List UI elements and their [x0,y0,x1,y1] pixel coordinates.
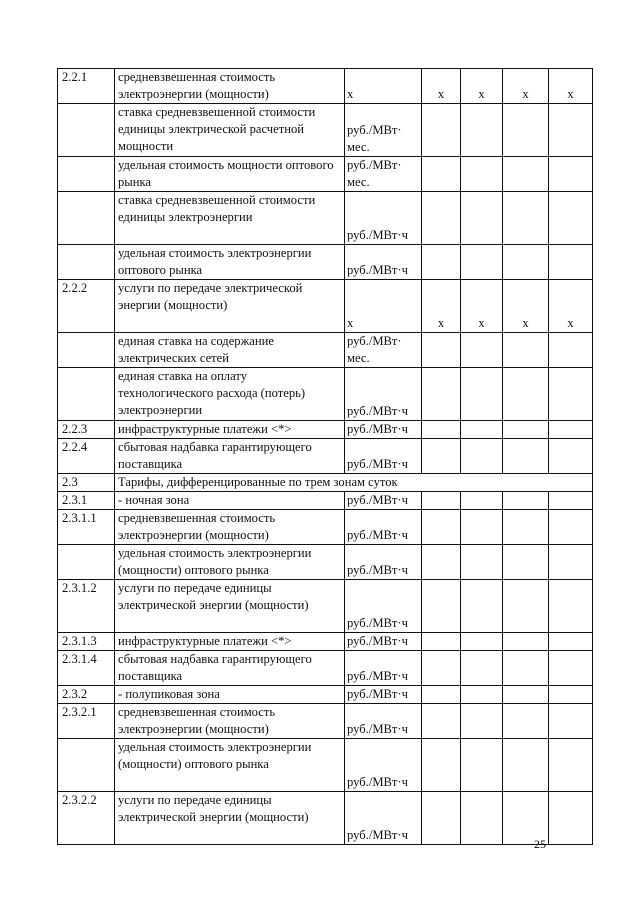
row-number: 2.2.3 [58,421,115,439]
row-number: 2.2.1 [58,69,115,104]
row-unit: руб./МВт·ч [345,421,422,439]
row-name: удельная стоимость электроэнергии (мощности) оптового рынка [115,739,345,792]
row-number: 2.3.2.1 [58,704,115,739]
row-unit: руб./МВт·ч [345,580,422,633]
value-cell [461,633,503,651]
value-cell [461,421,503,439]
value-cell [422,686,461,704]
value-cell [461,492,503,510]
value-cell [503,633,549,651]
value-cell [503,192,549,245]
table-row [58,439,593,474]
value-cell [422,704,461,739]
row-name: удельная стоимость мощности оптового рынка [115,157,345,192]
value-cell [503,739,549,792]
value-cell [503,651,549,686]
value-cell [461,704,503,739]
row-number: 2.3.1.2 [58,580,115,633]
value-cell [503,580,549,633]
row-unit: руб./МВт·ч [345,633,422,651]
row-name: сбытовая надбавка гарантирующего поставщика [115,651,345,686]
table-row [58,492,593,510]
row-unit: руб./МВт·ч [345,651,422,686]
value-cell [549,686,593,704]
value-cell: x [549,280,593,333]
table-row [58,792,593,845]
row-number: 2.3.1 [58,492,115,510]
value-cell [461,792,503,845]
value-cell [549,792,593,845]
table-row [58,704,593,739]
value-cell [503,245,549,280]
row-unit: руб./МВт·ч [345,704,422,739]
row-number [58,368,115,421]
value-cell [549,439,593,474]
value-cell [503,686,549,704]
table-row [58,686,593,704]
section-heading: Тарифы, дифференцированные по трем зонам суток [115,474,593,492]
row-name: инфраструктурные платежи <*> [115,421,345,439]
row-unit: руб./МВт·ч [345,492,422,510]
row-number: 2.3.2.2 [58,792,115,845]
value-cell [422,792,461,845]
row-name: средневзвешенная стоимость электроэнергии (мощности) [115,510,345,545]
value-cell [422,192,461,245]
row-name: единая ставка на содержание электрических сетей [115,333,345,368]
row-name: удельная стоимость электроэнергии оптового рынка [115,245,345,280]
row-number: 2.3.1.1 [58,510,115,545]
row-name: средневзвешенная стоимость электроэнергии (мощности) [115,704,345,739]
row-unit: руб./МВт·ч [345,792,422,845]
table-row [58,651,593,686]
table-row [58,368,593,421]
row-number [58,104,115,157]
row-number [58,333,115,368]
value-cell [461,686,503,704]
table-row [58,245,593,280]
value-cell [422,633,461,651]
table-row [58,739,593,792]
value-cell [503,368,549,421]
value-cell [549,104,593,157]
table-row [58,69,593,104]
row-number [58,157,115,192]
value-cell [461,104,503,157]
row-unit: руб./МВт· мес. [345,157,422,192]
row-name: ставка средневзвешенной стоимости единицы электроэнергии [115,192,345,245]
value-cell [549,492,593,510]
value-cell: x [422,280,461,333]
value-cell [461,545,503,580]
value-cell [422,104,461,157]
row-unit: руб./МВт·ч [345,545,422,580]
value-cell [549,421,593,439]
value-cell [503,492,549,510]
row-unit: руб./МВт· мес. [345,333,422,368]
value-cell [422,421,461,439]
value-cell [503,545,549,580]
row-name: - полупиковая зона [115,686,345,704]
value-cell [549,192,593,245]
value-cell [549,704,593,739]
value-cell: x [503,280,549,333]
value-cell [549,510,593,545]
value-cell [461,510,503,545]
value-cell [549,245,593,280]
row-name: удельная стоимость электроэнергии (мощности) оптового рынка [115,545,345,580]
value-cell [549,580,593,633]
value-cell: x [503,69,549,104]
row-number [58,245,115,280]
value-cell [422,510,461,545]
table-row [58,421,593,439]
value-cell [422,333,461,368]
row-unit: руб./МВт·ч [345,439,422,474]
row-name: - ночная зона [115,492,345,510]
value-cell [503,421,549,439]
value-cell: x [422,69,461,104]
row-unit: x [345,280,422,333]
value-cell [549,368,593,421]
value-cell [422,245,461,280]
row-number: 2.3.2 [58,686,115,704]
table-row [58,192,593,245]
row-unit: руб./МВт·ч [345,368,422,421]
value-cell [461,157,503,192]
value-cell [549,333,593,368]
row-unit: руб./МВт·ч [345,739,422,792]
row-unit: руб./МВт·ч [345,510,422,545]
row-number: 2.3 [58,474,115,492]
row-number: 2.2.4 [58,439,115,474]
value-cell [503,104,549,157]
value-cell [461,368,503,421]
value-cell [549,651,593,686]
row-number: 2.2.2 [58,280,115,333]
row-number [58,192,115,245]
value-cell [422,368,461,421]
value-cell [549,157,593,192]
table-row [58,474,593,492]
row-name: услуги по передаче единицы электрической энергии (мощности) [115,792,345,845]
row-number [58,739,115,792]
row-name: инфраструктурные платежи <*> [115,633,345,651]
value-cell [549,739,593,792]
row-name: сбытовая надбавка гарантирующего поставщика [115,439,345,474]
value-cell [422,439,461,474]
value-cell [549,545,593,580]
value-cell [422,492,461,510]
row-name: средневзвешенная стоимость электроэнергии (мощности) [115,69,345,104]
value-cell: x [461,69,503,104]
value-cell [549,633,593,651]
table-row [58,545,593,580]
row-name: ставка средневзвешенной стоимости единицы электрической расчетной мощности [115,104,345,157]
value-cell [422,739,461,792]
table-row [58,510,593,545]
table-row [58,333,593,368]
row-number [58,545,115,580]
value-cell [461,439,503,474]
row-name: услуги по передаче единицы электрической энергии (мощности) [115,580,345,633]
value-cell: x [549,69,593,104]
value-cell [461,192,503,245]
value-cell [422,580,461,633]
value-cell [503,704,549,739]
row-unit: руб./МВт· мес. [345,104,422,157]
row-unit: руб./МВт·ч [345,192,422,245]
row-unit: x [345,69,422,104]
value-cell [503,333,549,368]
table-row [58,633,593,651]
page-number: 25 [534,837,546,851]
value-cell [461,333,503,368]
value-cell [461,580,503,633]
value-cell [503,157,549,192]
value-cell [461,739,503,792]
value-cell [461,651,503,686]
value-cell: x [461,280,503,333]
value-cell [422,157,461,192]
table-row [58,157,593,192]
table-row [58,104,593,157]
row-name: единая ставка на оплату технологического расхода (потерь) электроэнергии [115,368,345,421]
value-cell [422,651,461,686]
value-cell [422,545,461,580]
table-row [58,580,593,633]
tariff-table-body [58,69,593,845]
row-number: 2.3.1.3 [58,633,115,651]
table-row [58,280,593,333]
row-name: услуги по передаче электрической энергии (мощности) [115,280,345,333]
value-cell [503,510,549,545]
value-cell [503,439,549,474]
tariff-table [57,68,593,845]
value-cell [461,245,503,280]
row-number: 2.3.1.4 [58,651,115,686]
row-unit: руб./МВт·ч [345,245,422,280]
row-unit: руб./МВт·ч [345,686,422,704]
